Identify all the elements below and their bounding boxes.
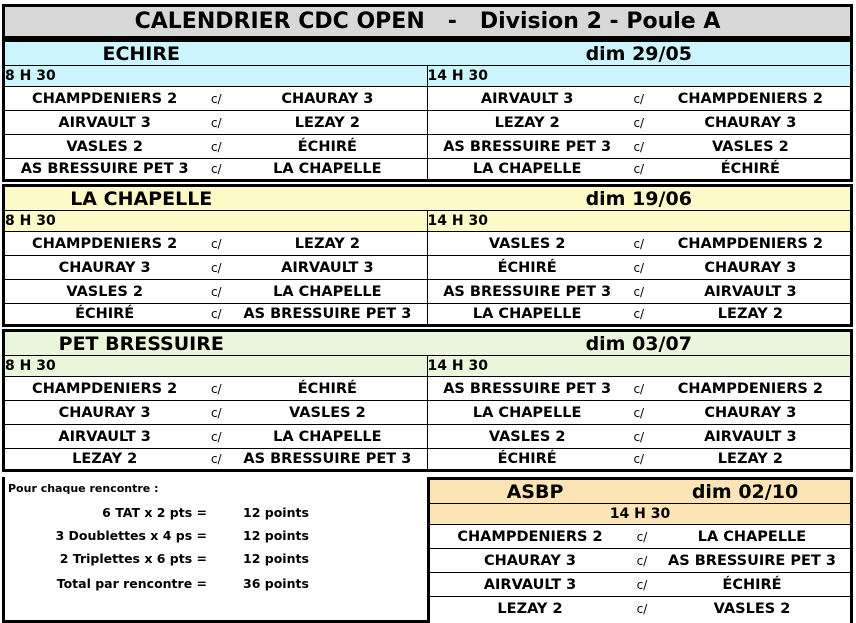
away-team: LEZAY 2 [717, 451, 783, 467]
round-date: dim 19/06 [585, 187, 692, 210]
match-cell [428, 449, 851, 469]
home-team: VASLES 2 [488, 428, 566, 445]
page-title: CALENDRIER CDC OPEN - Division 2 - Poule A [2, 4, 853, 39]
home-team: LEZAY 2 [72, 451, 138, 467]
away-team: LA CHAPELLE [273, 161, 382, 177]
away-team: AS BRESSUIRE PET 3 [243, 451, 412, 467]
away-team: ÉCHIRÉ [297, 138, 357, 155]
round-date: dim 02/10 [691, 480, 799, 503]
versus-label: c/ [210, 284, 222, 299]
versus-label: c/ [210, 452, 222, 466]
home-team: AIRVAULT 3 [483, 576, 577, 593]
versus-label: c/ [633, 284, 645, 299]
versus-label: c/ [636, 577, 648, 592]
match-row [5, 86, 850, 110]
home-team: VASLES 2 [488, 235, 566, 252]
venue-cell [5, 187, 428, 210]
match-cell [430, 573, 850, 596]
versus-label: c/ [210, 162, 222, 176]
match-cell [5, 304, 428, 324]
round-date: dim 29/05 [585, 42, 692, 65]
home-team: CHAMPDENIERS 2 [32, 90, 178, 107]
versus-label: c/ [210, 91, 222, 106]
time-row [5, 65, 850, 86]
away-team: AIRVAULT 3 [281, 259, 374, 276]
match-cell [430, 549, 850, 572]
match-cell [428, 280, 851, 303]
afternoon-time: 14 H 30 [427, 213, 488, 229]
home-team: CHAMPDENIERS 2 [32, 235, 178, 252]
home-team: AIRVAULT 3 [58, 114, 151, 131]
match-cell [430, 525, 850, 548]
home-team: AS BRESSUIRE PET 3 [443, 380, 612, 397]
versus-label: c/ [633, 139, 645, 154]
venue-cell [5, 42, 428, 65]
match-cell [428, 159, 851, 179]
versus-label: c/ [636, 553, 648, 568]
versus-label: c/ [636, 529, 648, 544]
home-team: LA CHAPELLE [472, 306, 582, 322]
match-row [5, 400, 850, 424]
legend-row [5, 505, 427, 520]
home-team: ÉCHIRÉ [497, 451, 557, 467]
home-team: AIRVAULT 3 [58, 428, 151, 445]
versus-label: c/ [636, 601, 648, 616]
versus-label: c/ [633, 452, 645, 466]
match-cell [428, 304, 851, 324]
afternoon-time: 14 H 30 [427, 358, 488, 374]
home-team: LA CHAPELLE [472, 161, 582, 177]
versus-label: c/ [210, 429, 222, 444]
home-team: AS BRESSUIRE PET 3 [443, 138, 612, 155]
match-cell [5, 425, 428, 448]
versus-label: c/ [633, 307, 645, 321]
legend-label: 2 Triplettes x 6 pts = [59, 551, 207, 566]
time-cell [428, 356, 851, 376]
away-team: CHAURAY 3 [704, 259, 797, 276]
away-team: LA CHAPELLE [273, 428, 382, 445]
legend-row [5, 551, 427, 566]
away-team: LEZAY 2 [294, 114, 360, 131]
away-team: CHAMPDENIERS 2 [677, 235, 823, 252]
versus-label: c/ [633, 162, 645, 176]
legend-row [5, 528, 427, 543]
time-row [5, 355, 850, 376]
venue-header [5, 39, 850, 65]
match-cell [5, 449, 428, 469]
venue-header [5, 184, 850, 210]
points-legend [2, 477, 428, 623]
away-team: CHAURAY 3 [704, 404, 797, 421]
match-cell [430, 597, 850, 620]
time-cell [5, 356, 428, 376]
home-team: ÉCHIRÉ [75, 306, 135, 322]
match-row [430, 596, 850, 620]
match-row [5, 158, 850, 182]
away-team: CHAURAY 3 [704, 114, 797, 131]
match-row [5, 279, 850, 303]
legend-label: 6 TAT x 2 pts = [102, 505, 207, 520]
away-team: VASLES 2 [289, 404, 366, 421]
home-team: CHAURAY 3 [484, 552, 576, 569]
legend-heading: Pour chaque rencontre : [8, 482, 159, 495]
morning-time: 8 H 30 [5, 68, 56, 84]
away-team: LA CHAPELLE [273, 283, 382, 300]
match-cell [5, 232, 428, 255]
home-team: LA CHAPELLE [472, 404, 582, 421]
versus-label: c/ [633, 381, 645, 396]
home-team: AS BRESSUIRE PET 3 [443, 283, 612, 300]
home-team: CHAURAY 3 [58, 404, 151, 421]
versus-label: c/ [210, 115, 222, 130]
away-team: ÉCHIRÉ [722, 576, 782, 593]
away-team: LEZAY 2 [294, 235, 360, 252]
away-team: AS BRESSUIRE PET 3 [243, 306, 412, 322]
venue-name: LA CHAPELLE [70, 187, 213, 210]
match-row [5, 424, 850, 448]
match-cell [5, 280, 428, 303]
time-cell [428, 66, 851, 86]
match-row [5, 376, 850, 400]
versus-label: c/ [633, 260, 645, 275]
legend-value: 12 points [243, 528, 309, 543]
versus-label: c/ [633, 429, 645, 444]
match-cell [428, 377, 851, 400]
match-cell [428, 87, 851, 110]
time-row [5, 210, 850, 231]
match-cell [428, 111, 851, 134]
home-team: LEZAY 2 [494, 114, 560, 131]
versus-label: c/ [210, 381, 222, 396]
legend-value: 12 points [243, 551, 309, 566]
match-row [5, 110, 850, 134]
match-cell [5, 401, 428, 424]
match-cell [5, 256, 428, 279]
versus-label: c/ [210, 405, 222, 420]
away-team: VASLES 2 [713, 600, 791, 617]
home-team: AIRVAULT 3 [480, 90, 574, 107]
match-cell [5, 135, 428, 158]
round-block-pet-bressuire [2, 329, 853, 472]
home-team: VASLES 2 [66, 138, 143, 155]
round-block-la-chapelle [2, 184, 853, 327]
match-row [5, 448, 850, 472]
match-cell [428, 135, 851, 158]
match-cell [428, 425, 851, 448]
versus-label: c/ [633, 91, 645, 106]
match-cell [5, 87, 428, 110]
legend-value: 12 points [243, 505, 309, 520]
match-cell [5, 377, 428, 400]
venue-name: ASBP [506, 480, 564, 503]
away-team: ÉCHIRÉ [297, 380, 357, 397]
home-team: ÉCHIRÉ [497, 259, 557, 276]
legend-label: Total par rencontre = [56, 576, 207, 591]
match-cell [428, 256, 851, 279]
legend-row [5, 576, 427, 591]
home-team: CHAURAY 3 [58, 259, 151, 276]
match-row [5, 255, 850, 279]
date-cell [428, 332, 851, 355]
date-cell [428, 187, 851, 210]
match-row [5, 134, 850, 158]
morning-time: 8 H 30 [5, 358, 56, 374]
versus-label: c/ [210, 139, 222, 154]
match-cell [428, 232, 851, 255]
morning-time: 8 H 30 [5, 213, 56, 229]
home-team: CHAMPDENIERS 2 [32, 380, 178, 397]
versus-label: c/ [210, 236, 222, 251]
venue-name: ECHIRE [102, 42, 180, 65]
match-cell [428, 401, 851, 424]
versus-label: c/ [210, 307, 222, 321]
venue-header [430, 477, 850, 503]
versus-label: c/ [633, 115, 645, 130]
away-team: AS BRESSUIRE PET 3 [668, 552, 836, 569]
round-block-asbp [428, 477, 853, 623]
round-block-echire [2, 39, 853, 182]
away-team: LEZAY 2 [717, 306, 783, 322]
match-row [5, 231, 850, 255]
match-cell [5, 111, 428, 134]
venue-cell [5, 332, 428, 355]
away-team: ÉCHIRÉ [720, 161, 780, 177]
legend-value: 36 points [243, 576, 309, 591]
away-team: AIRVAULT 3 [704, 283, 797, 300]
match-row [430, 548, 850, 572]
time-cell [5, 66, 428, 86]
time-cell [5, 211, 428, 231]
venue-header [5, 329, 850, 355]
away-team: CHAMPDENIERS 2 [677, 380, 823, 397]
versus-label: c/ [633, 405, 645, 420]
away-team: LA CHAPELLE [697, 528, 807, 545]
home-team: CHAMPDENIERS 2 [457, 528, 603, 545]
time-row [430, 503, 850, 524]
match-row [430, 524, 850, 548]
round-date: dim 03/07 [585, 332, 692, 355]
away-team: CHAMPDENIERS 2 [677, 90, 823, 107]
venue-name: PET BRESSUIRE [58, 332, 224, 355]
date-cell [428, 42, 851, 65]
away-team: CHAURAY 3 [281, 90, 374, 107]
match-cell [5, 159, 428, 179]
home-team: LEZAY 2 [497, 600, 563, 617]
match-row [5, 303, 850, 327]
home-team: VASLES 2 [66, 283, 143, 300]
away-team: VASLES 2 [712, 138, 789, 155]
versus-label: c/ [210, 260, 222, 275]
legend-label: 3 Doublettes x 4 ps = [55, 528, 207, 543]
kickoff-time: 14 H 30 [609, 506, 671, 522]
versus-label: c/ [633, 236, 645, 251]
match-row [430, 572, 850, 596]
time-cell [428, 211, 851, 231]
away-team: AIRVAULT 3 [704, 428, 797, 445]
afternoon-time: 14 H 30 [427, 68, 488, 84]
home-team: AS BRESSUIRE PET 3 [20, 161, 189, 177]
